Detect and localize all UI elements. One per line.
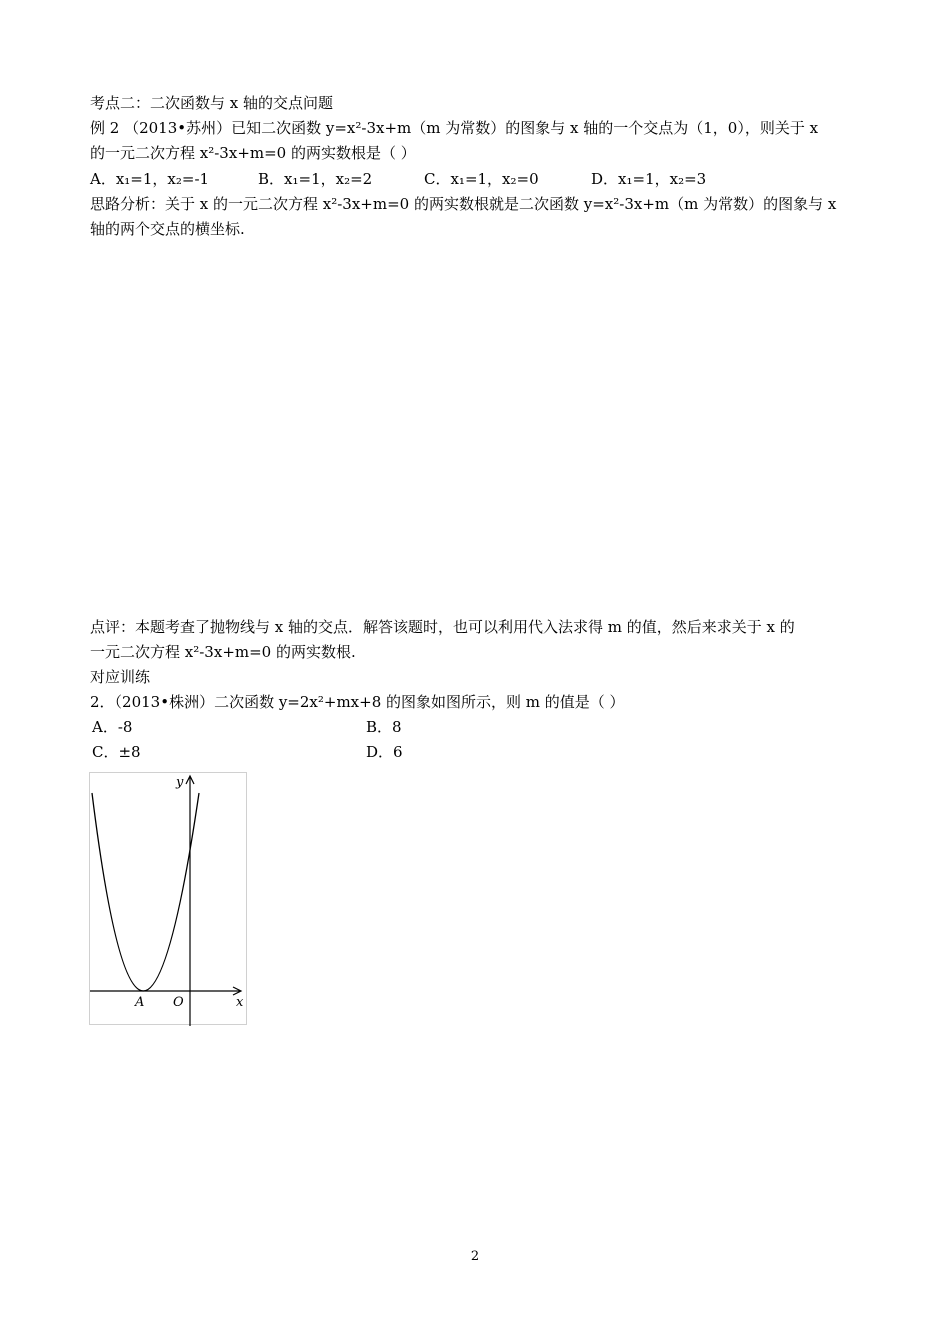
comment-line2: 一元二次方程 x²-3x+m=0 的两实数根.	[90, 643, 356, 661]
y-axis-label: y	[176, 775, 184, 790]
parabola-figure	[89, 772, 247, 1025]
example2-line1: 例 2 （2013•苏州）已知二次函数 y=x²-3x+m（m 为常数）的图象与 x 轴的一个交点为（1，0），则关于 x	[90, 119, 819, 137]
question2-option-a: A．-8	[92, 718, 133, 736]
origin-label: O	[173, 995, 184, 1010]
example2-option-c: C．x₁=1，x₂=0	[424, 170, 539, 188]
analysis-line1: 思路分析：关于 x 的一元二次方程 x²-3x+m=0 的两实数根就是二次函数 y=x²-3x+m（m 为常数）的图象与 x	[90, 195, 837, 213]
parabola-svg	[90, 773, 248, 1026]
parabola-curve	[92, 793, 199, 991]
section-title: 考点二：二次函数与 x 轴的交点问题	[90, 94, 333, 112]
example2-option-a: A．x₁=1，x₂=-1	[90, 170, 210, 188]
question2-option-c: C．±8	[92, 743, 141, 761]
example2-option-d: D．x₁=1，x₂=3	[591, 170, 707, 188]
example2-option-b: B．x₁=1，x₂=2	[258, 170, 373, 188]
x-axis-label: x	[236, 995, 244, 1010]
example2-line2: 的一元二次方程 x²-3x+m=0 的两实数根是（ ）	[90, 144, 416, 162]
comment-line1: 点评：本题考查了抛物线与 x 轴的交点．解答该题时，也可以利用代入法求得 m 的值，然后来求关于 x 的	[90, 618, 795, 636]
analysis-line2: 轴的两个交点的横坐标.	[90, 220, 245, 238]
practice-title: 对应训练	[90, 668, 151, 686]
question2-option-b: B．8	[366, 718, 402, 736]
question2-stem: 2．（2013•株洲）二次函数 y=2x²+mx+8 的图象如图所示，则 m 的值是（ ）	[90, 693, 625, 711]
page-number: 2	[470, 1249, 480, 1264]
question2-option-d: D．6	[366, 743, 403, 761]
point-a-label: A	[135, 995, 145, 1010]
